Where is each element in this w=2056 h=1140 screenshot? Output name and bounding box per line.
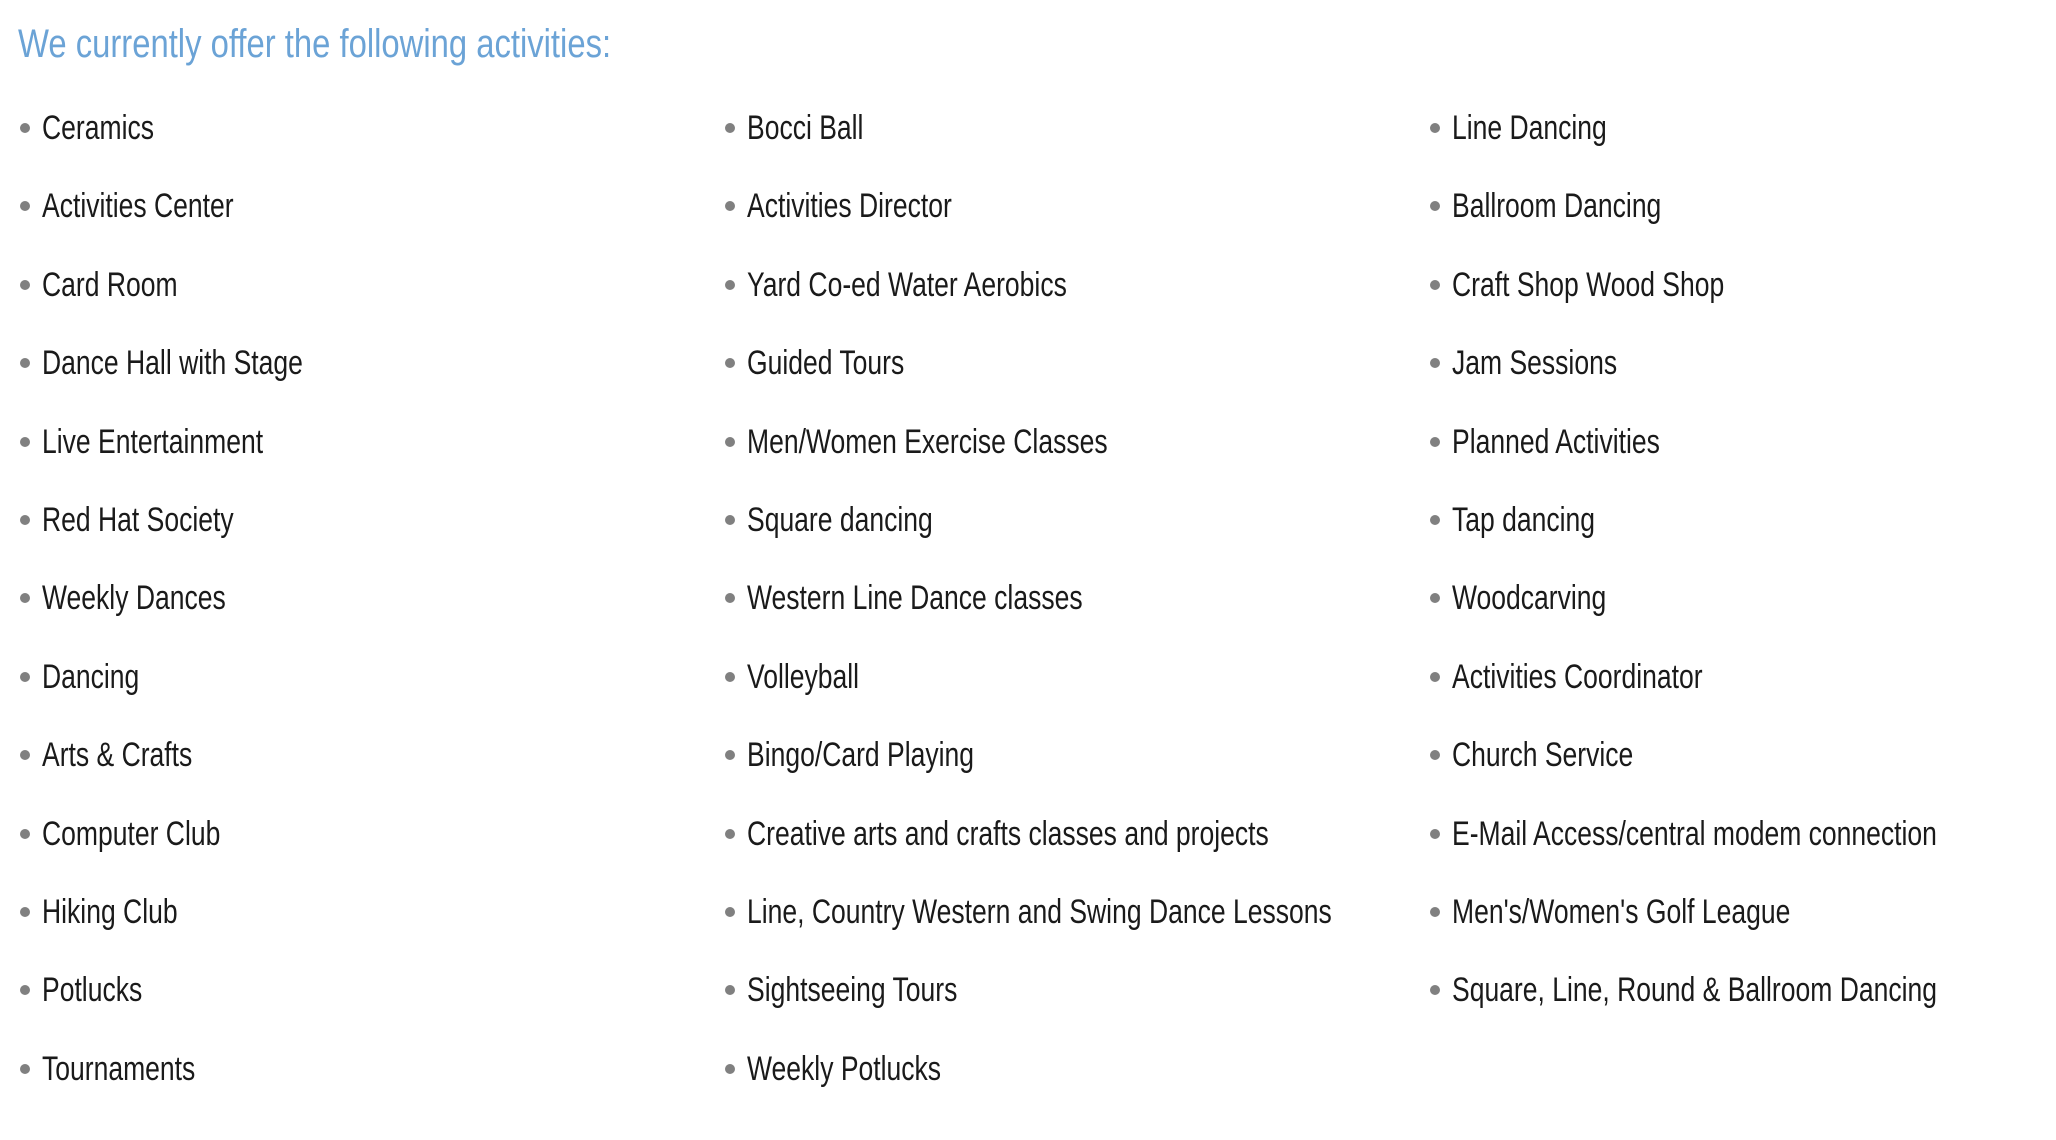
activity-label: Line, Country Western and Swing Dance Lessons — [747, 892, 1332, 931]
list-item — [723, 178, 1423, 256]
list-item — [1428, 100, 2056, 178]
activity-label: Dancing — [42, 657, 140, 696]
bullet-icon — [1430, 985, 1440, 995]
list-item — [723, 962, 1423, 1040]
list-item — [723, 884, 1423, 962]
page-title: We currently offer the following activities: — [18, 22, 612, 66]
bullet-icon — [1430, 358, 1440, 368]
bullet-icon — [20, 750, 30, 760]
list-item — [723, 727, 1423, 805]
activities-column-2 — [723, 100, 1423, 1119]
list-item — [18, 649, 718, 727]
activity-label: Guided Tours — [747, 344, 905, 383]
bullet-icon — [20, 280, 30, 290]
list-item — [18, 414, 718, 492]
bullet-icon — [1430, 672, 1440, 682]
bullet-icon — [1430, 593, 1440, 603]
bullet-icon — [725, 280, 735, 290]
activity-label: Ceramics — [42, 109, 154, 147]
bullet-icon — [1430, 280, 1440, 290]
list-item — [1428, 570, 2056, 648]
activity-label: Line Dancing — [1452, 109, 1607, 147]
activities-column-1 — [18, 100, 718, 1119]
bullet-icon — [725, 515, 735, 525]
activity-label: Jam Sessions — [1452, 344, 1618, 383]
list-item — [18, 178, 718, 256]
bullet-icon — [725, 437, 735, 447]
bullet-icon — [725, 593, 735, 603]
activity-label: Weekly Dances — [42, 579, 226, 618]
activity-label: Western Line Dance classes — [747, 579, 1083, 618]
activity-label: Arts & Crafts — [42, 736, 193, 775]
activity-label: Computer Club — [42, 814, 221, 853]
activity-label: Church Service — [1452, 736, 1634, 775]
bullet-icon — [725, 358, 735, 368]
list-item — [18, 570, 718, 648]
list-item — [1428, 492, 2056, 570]
activity-label: Square, Line, Round & Ballroom Dancing — [1452, 971, 1938, 1010]
activities-list — [0, 100, 2056, 1100]
list-item — [723, 1041, 1423, 1119]
list-item — [1428, 806, 2056, 884]
activity-label: Sightseeing Tours — [747, 971, 958, 1010]
list-item — [18, 806, 718, 884]
bullet-icon — [20, 829, 30, 839]
list-item — [1428, 884, 2056, 962]
bullet-icon — [1430, 829, 1440, 839]
list-item — [723, 414, 1423, 492]
activity-label: Activities Director — [747, 187, 952, 226]
list-item — [18, 335, 718, 413]
activity-label: Bocci Ball — [747, 109, 864, 147]
bullet-icon — [1430, 907, 1440, 917]
bullet-icon — [725, 750, 735, 760]
bullet-icon — [20, 1064, 30, 1074]
bullet-icon — [1430, 437, 1440, 447]
activity-label: Planned Activities — [1452, 422, 1660, 461]
list-item — [1428, 257, 2056, 335]
activity-label: Tap dancing — [1452, 500, 1596, 539]
activity-label: Square dancing — [747, 500, 933, 539]
activity-label: Dance Hall with Stage — [42, 344, 303, 383]
list-item — [1428, 414, 2056, 492]
activity-label: Red Hat Society — [42, 500, 234, 539]
list-item — [1428, 727, 2056, 805]
activities-column-3 — [1428, 100, 2056, 1041]
bullet-icon — [725, 123, 735, 133]
bullet-icon — [1430, 750, 1440, 760]
activity-label: Men's/Women's Golf League — [1452, 892, 1791, 931]
activity-label: Activities Coordinator — [1452, 657, 1703, 696]
list-item — [1428, 962, 2056, 1040]
list-item — [18, 884, 718, 962]
activity-label: Live Entertainment — [42, 422, 264, 461]
list-item — [723, 335, 1423, 413]
bullet-icon — [725, 829, 735, 839]
bullet-icon — [1430, 201, 1440, 211]
bullet-icon — [725, 907, 735, 917]
bullet-icon — [1430, 515, 1440, 525]
list-item — [723, 257, 1423, 335]
list-item — [723, 492, 1423, 570]
bullet-icon — [20, 672, 30, 682]
activity-label: Card Room — [42, 265, 178, 304]
activity-label: Craft Shop Wood Shop — [1452, 265, 1725, 304]
bullet-icon — [725, 672, 735, 682]
activity-label: Woodcarving — [1452, 579, 1607, 618]
bullet-icon — [20, 123, 30, 133]
bullet-icon — [1430, 123, 1440, 133]
list-item — [18, 1041, 718, 1119]
list-item — [18, 492, 718, 570]
bullet-icon — [20, 515, 30, 525]
bullet-icon — [20, 201, 30, 211]
activity-label: Volleyball — [747, 657, 860, 696]
activity-label: Hiking Club — [42, 892, 178, 931]
bullet-icon — [20, 437, 30, 447]
activity-label: Men/Women Exercise Classes — [747, 422, 1108, 461]
list-item — [18, 100, 718, 178]
activity-label: Tournaments — [42, 1049, 196, 1088]
bullet-icon — [725, 201, 735, 211]
bullet-icon — [20, 985, 30, 995]
list-item — [1428, 335, 2056, 413]
bullet-icon — [725, 1064, 735, 1074]
bullet-icon — [20, 593, 30, 603]
activity-label: Potlucks — [42, 971, 143, 1010]
activity-label: Activities Center — [42, 187, 234, 226]
list-item — [18, 257, 718, 335]
list-item — [1428, 178, 2056, 256]
activity-label: Bingo/Card Playing — [747, 736, 975, 775]
list-item — [723, 806, 1423, 884]
list-item — [723, 100, 1423, 178]
bullet-icon — [725, 985, 735, 995]
list-item — [723, 570, 1423, 648]
list-item — [18, 962, 718, 1040]
activity-label: E-Mail Access/central modem connection — [1452, 814, 1937, 853]
bullet-icon — [20, 907, 30, 917]
activity-label: Weekly Potlucks — [747, 1049, 942, 1088]
list-item — [723, 649, 1423, 727]
bullet-icon — [20, 358, 30, 368]
activity-label: Ballroom Dancing — [1452, 187, 1662, 226]
list-item — [1428, 649, 2056, 727]
activity-label: Yard Co-ed Water Aerobics — [747, 265, 1067, 304]
activity-label: Creative arts and crafts classes and projects — [747, 814, 1269, 853]
list-item — [18, 727, 718, 805]
